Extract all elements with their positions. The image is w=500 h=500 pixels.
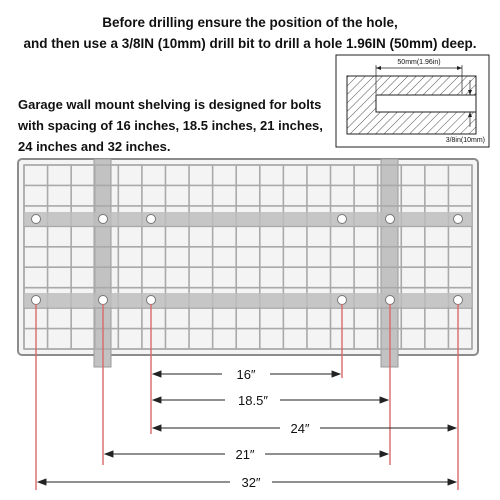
spacing-line-2: with spacing of 16 inches, 18.5 inches, 21 inches,: [18, 118, 323, 133]
dim-label-21: 21″: [235, 447, 255, 462]
instruction-line-1: Before drilling ensure the position of the hole,: [102, 15, 398, 30]
drill-hole-inset: [336, 55, 489, 147]
spacing-line-3: 24 inches and 32 inches.: [18, 139, 171, 154]
mount-hole: [99, 215, 108, 224]
wire-shelf: [18, 159, 478, 367]
mount-hole: [338, 215, 347, 224]
drilled-hole: [376, 95, 476, 112]
instruction-line-2: and then use a 3/8IN (10mm) drill bit to drill a hole 1.96IN (50mm) deep.: [23, 36, 477, 51]
hole-rail-bottom: [24, 293, 472, 307]
mount-hole: [386, 296, 395, 305]
dimension-lines: [38, 371, 456, 485]
mount-hole: [147, 215, 156, 224]
depth-label: 50mm(1.96in): [397, 59, 441, 66]
mount-hole: [99, 296, 108, 305]
mount-hole: [454, 215, 463, 224]
dim-label-16: 16″: [236, 367, 256, 382]
dim-label-24: 24″: [290, 421, 310, 436]
dim-label-18-5: 18.5″: [238, 393, 268, 408]
mount-hole: [454, 296, 463, 305]
mount-hole: [386, 215, 395, 224]
dim-label-32: 32″: [241, 475, 261, 490]
mount-hole: [32, 215, 41, 224]
mount-hole: [32, 296, 41, 305]
spacing-line-1: Garage wall mount shelving is designed for bolts: [18, 97, 322, 112]
diameter-label: 3/8in(10mm): [445, 137, 485, 144]
hole-rail-top: [24, 212, 472, 226]
mount-hole: [147, 296, 156, 305]
mount-hole: [338, 296, 347, 305]
shelf-frame: [18, 159, 478, 355]
